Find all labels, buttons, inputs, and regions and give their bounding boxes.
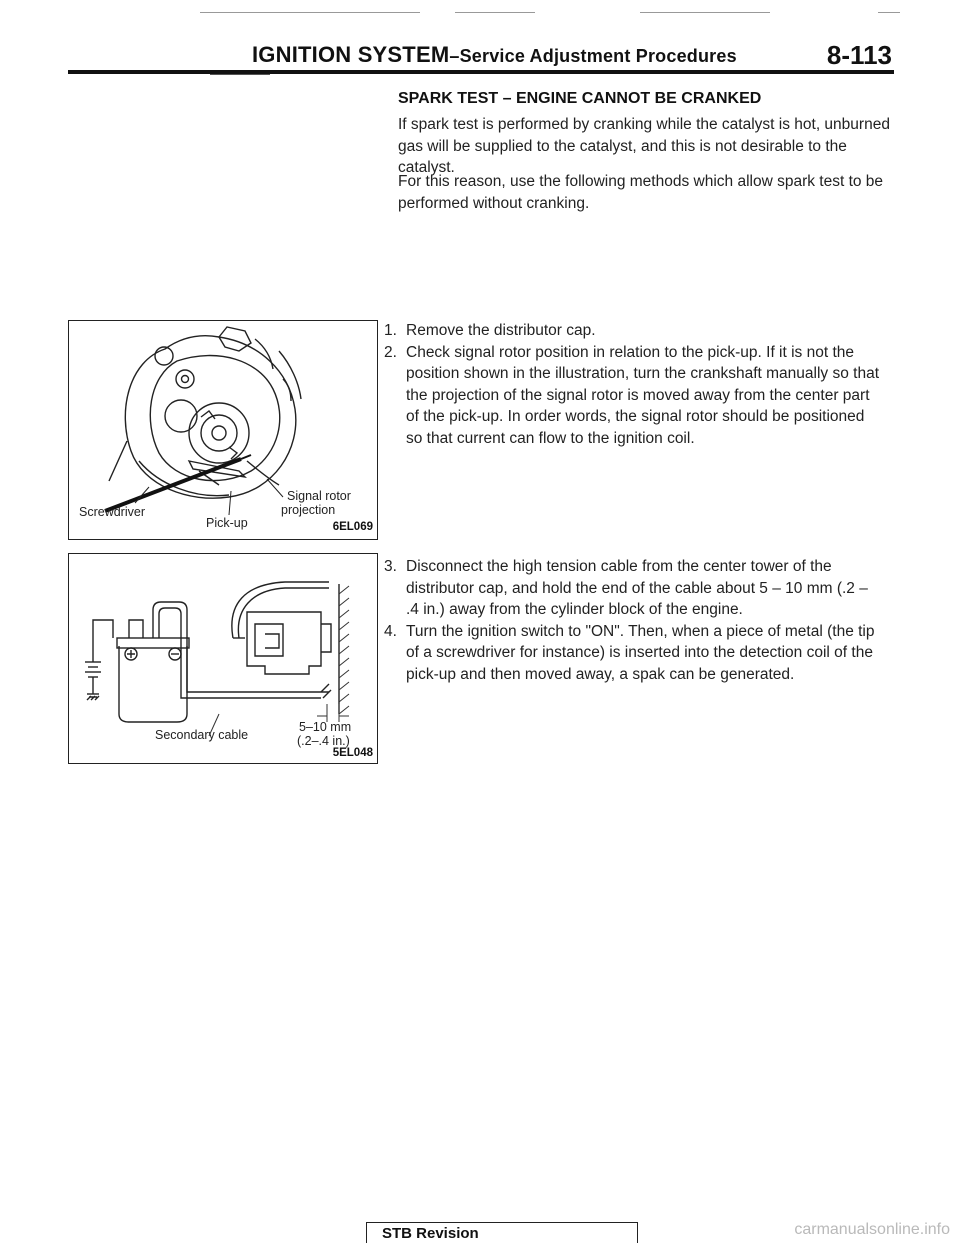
footer-label: STB Revision (382, 1225, 479, 1242)
step-text: Remove the distributor cap. (406, 322, 596, 339)
step-text: Check signal rotor position in relation to the pick-up. If it is not the position shown in the illustration, turn the crankshaft manually so that the projection of the signal rotor is moved away from the center part of the pick-up. In order words, the signal rotor should be positioned so that current can flow to the ignition coil. (406, 343, 880, 447)
label-signal-rotor: Signal rotor (287, 489, 351, 503)
figure-code: 5EL048 (332, 747, 373, 759)
label-pickup: Pick-up (206, 516, 248, 530)
step-item (384, 320, 884, 342)
procedure-steps-b (384, 556, 884, 685)
section-heading: SPARK TEST – ENGINE CANNOT BE CRANKED (398, 90, 762, 107)
step-number: 1. (384, 322, 397, 339)
step-item (384, 556, 884, 621)
secondary-cable-figure (68, 553, 378, 764)
page-title (252, 42, 737, 68)
step-item (384, 342, 884, 450)
step-number: 3. (384, 558, 397, 575)
page-number: 8-113 (826, 40, 892, 70)
step-number: 2. (384, 343, 397, 361)
header-rule-thin (210, 74, 270, 75)
label-secondary-cable: Secondary cable (155, 728, 249, 742)
label-screwdriver: Screwdriver (79, 505, 145, 519)
procedure-steps-a (384, 320, 884, 449)
intro-paragraph: If spark test is performed by cranking while the catalyst is hot, unburned gas will be supplied to the catalyst, and this is not desirable to the catalyst. (398, 116, 890, 176)
step-item (384, 621, 884, 686)
scan-line (200, 12, 420, 13)
method-paragraph: For this reason, use the following methods which allow spark test to be performed without cranking. (398, 173, 884, 212)
watermark: carmanualsonline.info (794, 1221, 950, 1238)
distributor-figure (68, 320, 378, 540)
title-main: IGNITION SYSTEM (252, 42, 450, 67)
label-projection: projection (281, 503, 336, 517)
label-gap-in: (.2–.4 in.) (297, 734, 350, 748)
scan-line (878, 12, 900, 13)
figure-code: 6EL069 (332, 521, 373, 533)
step-text: Disconnect the high tension cable from the center tower of the distributor cap, and hold the end of the cable about 5 – 10 mm (.2 – .4 in.) away from the cylinder block of the engine. (406, 558, 868, 618)
step-number: 4. (384, 622, 397, 640)
scan-line (455, 12, 535, 13)
title-sub: –Service Adjustment Procedures (449, 46, 737, 66)
header-rule (68, 70, 894, 74)
step-text: Turn the ignition switch to "ON". Then, when a piece of metal (the tip of a screwdriver for instance) is inserted into the detection coil of the pick-up and then moved away, a spak can be generated. (406, 622, 875, 683)
label-gap-mm: 5–10 mm (299, 720, 352, 734)
scan-line (640, 12, 770, 13)
